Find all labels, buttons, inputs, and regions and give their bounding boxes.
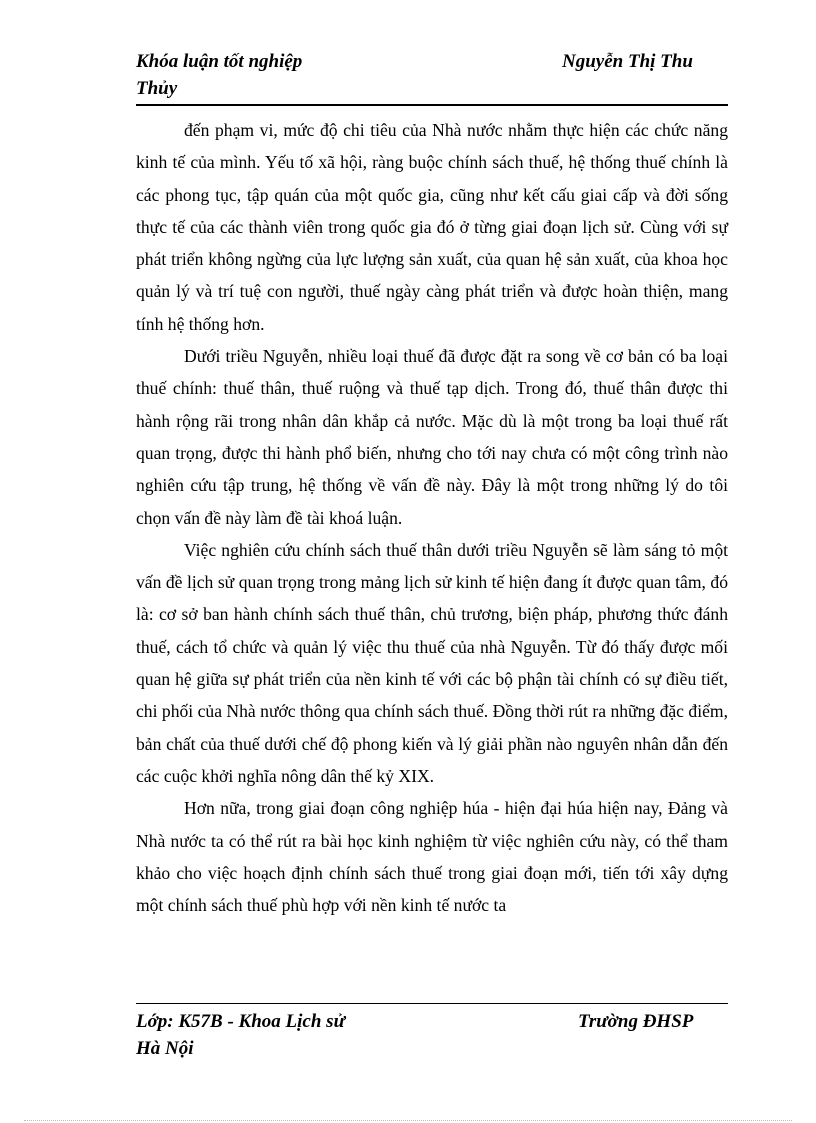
footer-divider	[136, 1003, 728, 1004]
paragraph-3: Việc nghiên cứu chính sách thuế thân dưới triều Nguyễn sẽ làm sáng tỏ một vấn đề lịch sử quan trọng trong mảng lịch sử kinh tế hiện đang ít được quan tâm, đó là: cơ sở ban hành chính sách thuế thân, chủ trương, biện pháp, phương thức đánh thuế, cách tổ chức và quản lý việc thu thuế của nhà Nguyễn. Từ đó thấy được mối quan hệ giữa sự phát triển của nền kinh tế với các bộ phận tài chính có sự điều tiết, chi phối của Nhà nước thông qua chính sách thuế. Đồng thời rút ra những đặc điểm, bản chất của thuế dưới chế độ phong kiến và lý giải phần nào nguyên nhân dẫn đến các cuộc khởi nghĩa nông dân thế kỷ XIX.	[136, 539, 728, 786]
paragraph-2: Dưới triều Nguyễn, nhiều loại thuế đã được đặt ra song về cơ bản có ba loại thuế chính: thuế thân, thuế ruộng và thuế tạp dịch. Trong đó, thuế thân được thi hành rộng rãi trong nhân dân khắp cả nước. Mặc dù là một trong ba loại thuế rất quan trọng, được thi hành phổ biến, nhưng cho tới nay chưa có một công trình nào nghiên cứu tập trung, hệ thống về vấn đề này. Đây là một trong những lý do tôi chọn vấn đề này làm đề tài khoá luận.	[136, 346, 728, 528]
page-header	[136, 46, 728, 106]
page-bottom-edge	[24, 1120, 792, 1121]
paragraph-1: đến phạm vi, mức độ chi tiêu của Nhà nước nhằm thực hiện các chức năng kinh tế của mình. Yếu tố xã hội, ràng buộc chính sách thuế, hệ thống thuế chính là các phong tục, tập quán của một quốc gia, cũng như kết cấu giai cấp và đời sống thực tế của các thành viên trong quốc gia đó ở từng giai đoạn lịch sử. Cùng với sự phát triển không ngừng của lực lượng sản xuất, của quan hệ sản xuất, của khoa học quản lý và trí tuệ con người, thuế ngày càng phát triển và được hoàn thiện, mang tính hệ thống hơn.	[136, 120, 728, 334]
paragraph-4: Hơn nữa, trong giai đoạn công nghiệp húa - hiện đại húa hiện nay, Đảng và Nhà nước ta có thể rút ra bài học kinh nghiệm từ việc nghiên cứu này, có thể tham khảo cho việc hoạch định chính sách thuế trong giai đoạn mới, tiến tới xây dựng một chính sách thuế phù hợp với nền kinh tế nước ta	[136, 798, 728, 916]
header-author-name-continued: Thủy	[136, 78, 178, 99]
footer-city: Hà Nội	[136, 1038, 194, 1059]
footer-class-department: Lớp: K57B - Khoa Lịch sử	[136, 1011, 345, 1032]
document-body	[136, 114, 728, 921]
header-author-name: Nguyễn Thị Thu	[562, 51, 693, 72]
header-thesis-title: Khóa luận tốt nghiệp	[136, 51, 303, 72]
footer-university: Trường ĐHSP	[578, 1011, 694, 1032]
